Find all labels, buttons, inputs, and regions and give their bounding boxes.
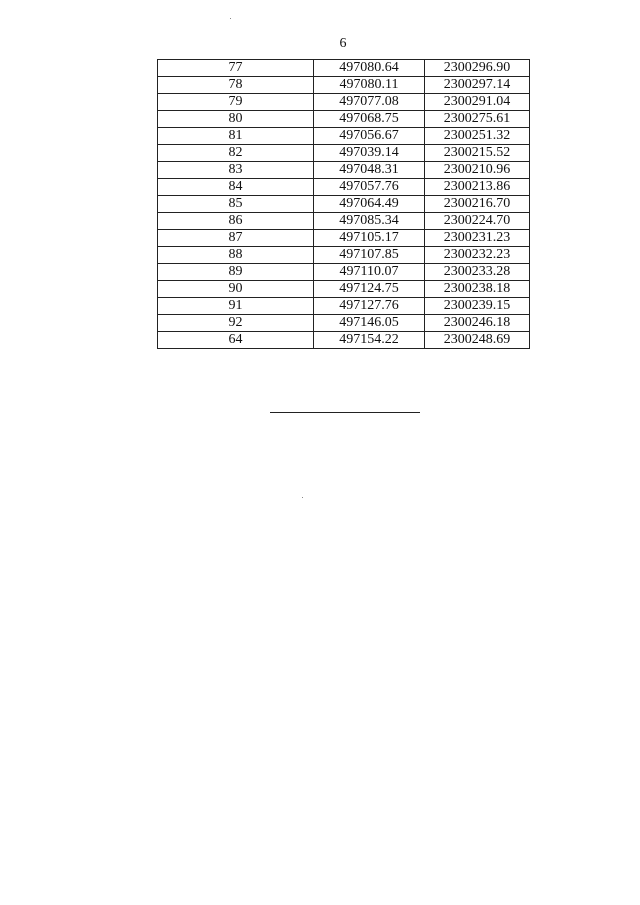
table-row bbox=[158, 315, 530, 332]
x-coordinate-cell: 497085.34 bbox=[314, 213, 425, 230]
point-number-cell: 79 bbox=[158, 94, 314, 111]
scan-speck bbox=[302, 497, 303, 498]
x-coordinate-cell: 497080.64 bbox=[314, 60, 425, 77]
table-row bbox=[158, 196, 530, 213]
page-number: 6 bbox=[339, 36, 347, 51]
table-row bbox=[158, 213, 530, 230]
y-coordinate-cell: 2300233.28 bbox=[425, 264, 530, 281]
point-number-cell: 64 bbox=[158, 332, 314, 349]
x-coordinate-cell: 497039.14 bbox=[314, 145, 425, 162]
point-number-cell: 84 bbox=[158, 179, 314, 196]
x-coordinate-cell: 497107.85 bbox=[314, 247, 425, 264]
y-coordinate-cell: 2300210.96 bbox=[425, 162, 530, 179]
y-coordinate-cell: 2300224.70 bbox=[425, 213, 530, 230]
table-row bbox=[158, 264, 530, 281]
x-coordinate-cell: 497077.08 bbox=[314, 94, 425, 111]
y-coordinate-cell: 2300238.18 bbox=[425, 281, 530, 298]
x-coordinate-cell: 497064.49 bbox=[314, 196, 425, 213]
point-number-cell: 85 bbox=[158, 196, 314, 213]
x-coordinate-cell: 497110.07 bbox=[314, 264, 425, 281]
y-coordinate-cell: 2300246.18 bbox=[425, 315, 530, 332]
point-number-cell: 91 bbox=[158, 298, 314, 315]
y-coordinate-cell: 2300216.70 bbox=[425, 196, 530, 213]
point-number-cell: 90 bbox=[158, 281, 314, 298]
x-coordinate-cell: 497048.31 bbox=[314, 162, 425, 179]
point-number-cell: 83 bbox=[158, 162, 314, 179]
y-coordinate-cell: 2300231.23 bbox=[425, 230, 530, 247]
table-row bbox=[158, 128, 530, 145]
x-coordinate-cell: 497056.67 bbox=[314, 128, 425, 145]
table-row bbox=[158, 230, 530, 247]
y-coordinate-cell: 2300248.69 bbox=[425, 332, 530, 349]
end-of-table-rule bbox=[270, 412, 420, 413]
table-row bbox=[158, 145, 530, 162]
y-coordinate-cell: 2300213.86 bbox=[425, 179, 530, 196]
table-row bbox=[158, 179, 530, 196]
y-coordinate-cell: 2300291.04 bbox=[425, 94, 530, 111]
x-coordinate-cell: 497105.17 bbox=[314, 230, 425, 247]
coordinates-table bbox=[157, 59, 530, 349]
table-row bbox=[158, 162, 530, 179]
y-coordinate-cell: 2300239.15 bbox=[425, 298, 530, 315]
point-number-cell: 89 bbox=[158, 264, 314, 281]
x-coordinate-cell: 497057.76 bbox=[314, 179, 425, 196]
table-row bbox=[158, 94, 530, 111]
table-row bbox=[158, 247, 530, 264]
x-coordinate-cell: 497154.22 bbox=[314, 332, 425, 349]
y-coordinate-cell: 2300215.52 bbox=[425, 145, 530, 162]
x-coordinate-cell: 497080.11 bbox=[314, 77, 425, 94]
point-number-cell: 81 bbox=[158, 128, 314, 145]
table-row bbox=[158, 332, 530, 349]
x-coordinate-cell: 497146.05 bbox=[314, 315, 425, 332]
y-coordinate-cell: 2300232.23 bbox=[425, 247, 530, 264]
point-number-cell: 88 bbox=[158, 247, 314, 264]
table-row bbox=[158, 281, 530, 298]
table-row bbox=[158, 298, 530, 315]
point-number-cell: 86 bbox=[158, 213, 314, 230]
table-row bbox=[158, 111, 530, 128]
y-coordinate-cell: 2300297.14 bbox=[425, 77, 530, 94]
y-coordinate-cell: 2300275.61 bbox=[425, 111, 530, 128]
point-number-cell: 87 bbox=[158, 230, 314, 247]
y-coordinate-cell: 2300296.90 bbox=[425, 60, 530, 77]
scan-speck bbox=[230, 18, 231, 19]
point-number-cell: 82 bbox=[158, 145, 314, 162]
table-row bbox=[158, 77, 530, 94]
point-number-cell: 78 bbox=[158, 77, 314, 94]
x-coordinate-cell: 497127.76 bbox=[314, 298, 425, 315]
point-number-cell: 92 bbox=[158, 315, 314, 332]
y-coordinate-cell: 2300251.32 bbox=[425, 128, 530, 145]
coordinates-table-body bbox=[158, 60, 530, 349]
point-number-cell: 80 bbox=[158, 111, 314, 128]
x-coordinate-cell: 497124.75 bbox=[314, 281, 425, 298]
point-number-cell: 77 bbox=[158, 60, 314, 77]
x-coordinate-cell: 497068.75 bbox=[314, 111, 425, 128]
table-row bbox=[158, 60, 530, 77]
